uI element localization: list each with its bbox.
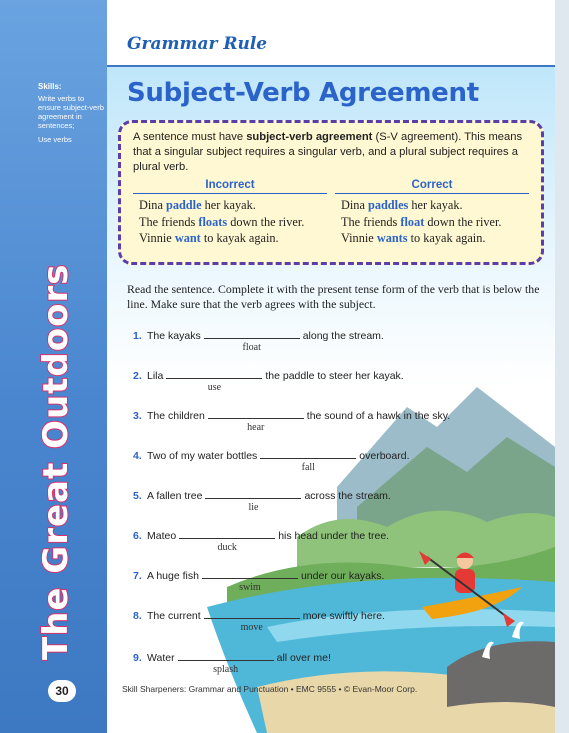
answer-blank[interactable] — [208, 409, 304, 433]
exercise-item: 9. Water splash all over me! — [133, 652, 331, 675]
footer-credit: Skill Sharpeners: Grammar and Punctuation • EMC 9555 • © Evan-Moor Corp. — [122, 684, 418, 694]
verb-hint: swim — [239, 582, 261, 593]
page-number: 30 — [48, 680, 76, 702]
verb-hint: hear — [247, 422, 265, 433]
exercise-item: 8. The current move more swiftly here. — [133, 610, 385, 633]
example-sentence: The friends float down the river. — [341, 214, 502, 229]
skill-item: Write verbs to ensure subject-verb agreement in sentences; — [38, 94, 104, 130]
exercise-item: 2. Lila use the paddle to steer her kayak. — [133, 370, 404, 393]
exercise-item: 7. A huge fish swim under our kayaks. — [133, 570, 385, 593]
exercise-item: 1. The kayaks float along the stream. — [133, 330, 384, 353]
answer-blank[interactable] — [178, 651, 274, 675]
sidebar — [0, 0, 107, 733]
header — [107, 0, 555, 67]
incorrect-header: Incorrect — [133, 179, 327, 194]
exercise-item: 3. The children hear the sound of a hawk in the sky. — [133, 410, 451, 433]
verb-hint: move — [240, 622, 263, 633]
skills-title: Skills: — [38, 82, 62, 91]
verb-hint: lie — [248, 502, 259, 513]
skills-panel — [38, 82, 104, 149]
exercise-item: 4. Two of my water bottles fall overboard. — [133, 450, 410, 473]
worksheet-content — [107, 67, 555, 733]
verb-hint: float — [242, 342, 261, 353]
grammar-rule-box — [118, 120, 544, 265]
example-sentence: Dina paddle her kayak. — [139, 198, 256, 212]
exercise-item: 5. A fallen tree lie across the stream. — [133, 490, 391, 513]
incorrect-column — [133, 179, 327, 247]
section-label: Grammar Rule — [127, 34, 268, 54]
answer-blank[interactable] — [204, 329, 300, 353]
examples-table — [133, 179, 529, 247]
verb-hint: fall — [301, 462, 315, 473]
example-sentence: Dina paddles her kayak. — [341, 198, 463, 212]
answer-blank[interactable] — [179, 529, 275, 553]
correct-header: Correct — [335, 179, 529, 194]
correct-column — [335, 179, 529, 247]
answer-blank[interactable] — [202, 569, 298, 593]
rule-keyword: subject-verb agreement — [246, 131, 373, 143]
rule-explanation: A sentence must have subject-verb agreement (S-V agreement). This means that a singular subject requires a singular verb, and a plural subject requires a plural verb. — [133, 131, 523, 173]
answer-blank[interactable] — [204, 609, 300, 633]
answer-blank[interactable] — [166, 369, 262, 393]
answer-blank[interactable] — [260, 449, 356, 473]
exercise-item: 6. Mateo duck his head under the tree. — [133, 530, 390, 553]
unit-title: The Great Outdoors — [36, 263, 76, 660]
instructions: Read the sentence. Complete it with the present tense form of the verb that is below the line. Make sure that the verb agrees with the subject. — [127, 282, 540, 311]
example-sentence: Vinnie want to kayak again. — [139, 231, 279, 245]
example-sentence: Vinnie wants to kayak again. — [341, 231, 486, 245]
example-sentence: The friends floats down the river. — [139, 214, 305, 229]
skill-item: Use verbs — [38, 135, 72, 144]
page-title: Subject-Verb Agreement — [127, 78, 479, 108]
page-edge — [555, 0, 569, 733]
verb-hint: splash — [213, 664, 239, 675]
verb-hint: duck — [217, 542, 237, 553]
answer-blank[interactable] — [205, 489, 301, 513]
verb-hint: use — [207, 382, 222, 393]
